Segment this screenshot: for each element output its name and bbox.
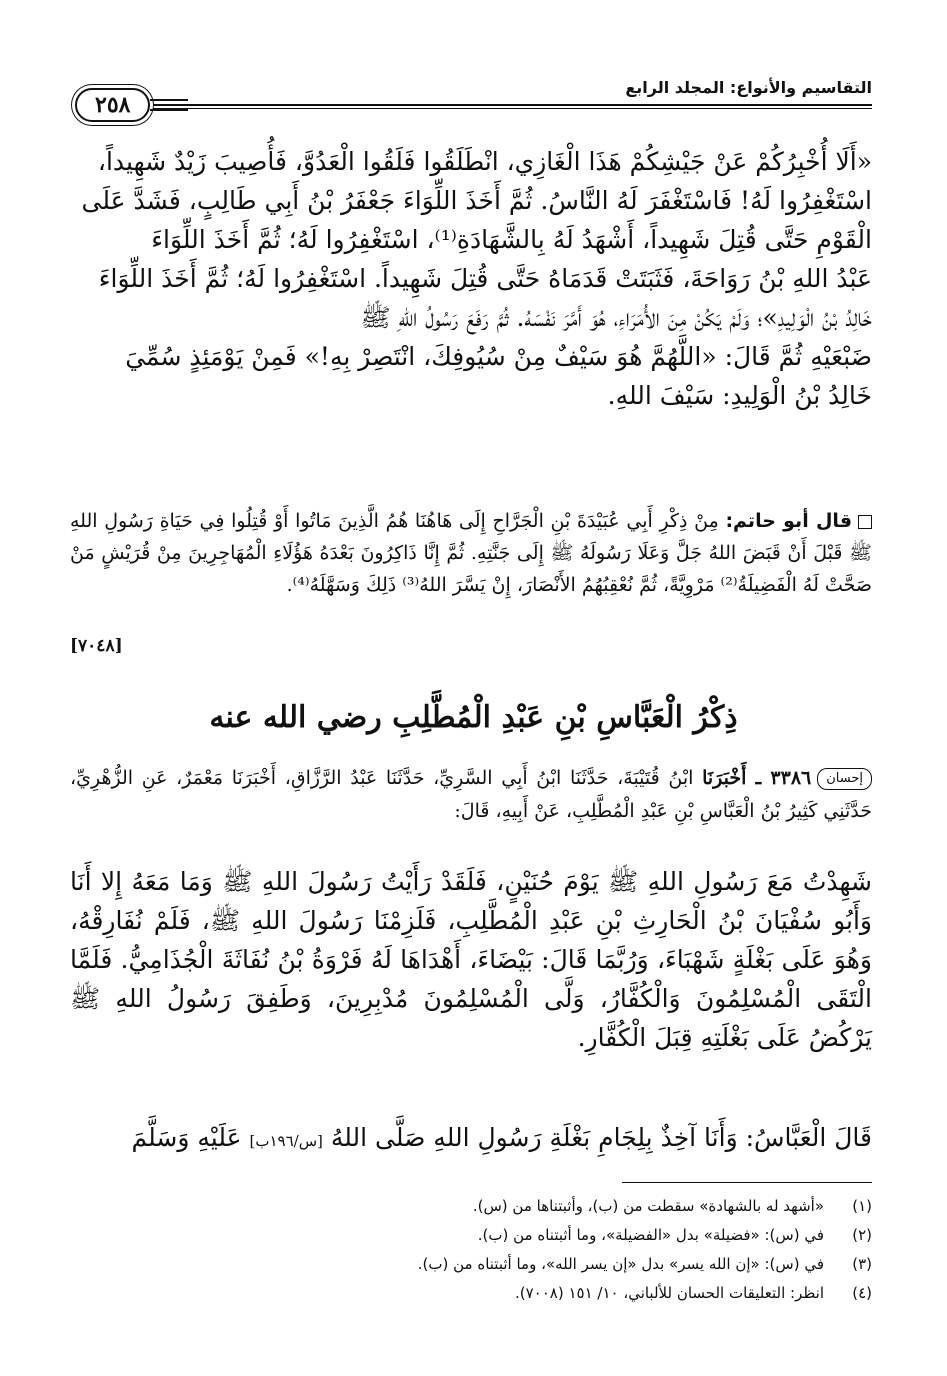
footnote [75, 1221, 872, 1250]
footnote-number: (١) [852, 1197, 872, 1215]
ihsan-badge: إحسان [817, 768, 872, 790]
isnad-paragraph [70, 762, 872, 828]
square-marker-icon [858, 515, 872, 529]
header-rule [75, 104, 872, 106]
footnote-text: في (س): «إن الله يسر» بدل «إن يسر الله»، وما أثبتناه من (ب). [417, 1255, 824, 1273]
commentary-paragraph [70, 505, 872, 601]
hadith-main-text [70, 142, 872, 415]
footnote [75, 1279, 872, 1308]
matn-text-2a: قَالَ الْعَبَّاسُ: وَأَنَا آخِذٌ بِلِجَامِ بَغْلَةِ رَسُولِ اللهِ صَلَّى اللهُ [330, 1123, 872, 1152]
hadith-line: ضَبْعَيْهِ ثُمَّ قَالَ: «اللَّهُمَّ هُوَ سَيْفٌ مِنْ سُيُوفِكَ، انْتَصِرْ بِهِ!» فَمِنْ يَوْمَئِذٍ سُمِّيَ [125, 342, 872, 371]
matn-paragraph-2 [70, 1118, 872, 1161]
footnote-separator [622, 1182, 872, 1183]
hadith-line: خَالِدُ بْنُ الْوَلِيدِ»؛ وَلَمْ يَكُنْ مِنَ الأُمَرَاءِ، هُوَ أَمَّرَ نَفْسَهُ. ثُمَّ رَفَعَ رَسُولُ اللهِ ﷺ [360, 303, 872, 332]
footnote-number: (٢) [852, 1226, 872, 1244]
header-rule-thin [75, 108, 872, 109]
matn-text: شَهِدْتُ مَعَ رَسُولِ اللهِ ﷺ يَوْمَ حُنَيْنٍ، فَلَقَدْ رَأَيْتُ رَسُولَ اللهِ ﷺ وَمَا مَعَهُ إِلا أَنَا وَأَبُو سُفْيَانَ بْنُ الْحَارِثِ بْنِ عَبْدِ الْمُطَّلِبِ، فَلَزِمْنَا رَسُولَ اللهِ ﷺ، فَلَمْ نُفَارِقْهُ، وَهُوَ عَلَى بَغْلَةٍ شَهْبَاءَ، وَرُبَّمَا قَالَ: بَيْضَاءَ، أَهْدَاهَا لَهُ فَرْوَةُ بْنُ نُفَاثَةَ الْجُذَامِيُّ. فَلَمَّا الْتَقَى الْمُسْلِمُونَ وَالْكُفَّارُ، وَلَّى الْمُسْلِمُونَ مُدْبِرِينَ، وَطَفِقَ رَسُولُ اللهِ ﷺ يَرْكُضُ عَلَى بَغْلَتِهِ قِبَلَ الْكُفَّارِ. [70, 867, 872, 1052]
hadith-line: الْقَوْمِ حَتَّى قُتِلَ شَهِيداً، أَشْهَدُ لَهُ بِالشَّهَادَةِ⁽¹⁾، اسْتَغْفِرُوا لَهُ؛ ثُمَّ أَخَذَ اللِّوَاءَ [151, 225, 872, 254]
hadith-number: ٣٣٨٦ ـ أَخْبَرَنَا [702, 767, 812, 789]
running-title: التقاسيم والأنواع: المجلد الرابع [625, 78, 872, 97]
hadith-line: اسْتَغْفِرُوا لَهُ! فَاسْتَغْفَرَ لَهُ النَّاسُ. ثُمَّ أَخَذَ اللِّوَاءَ جَعْفَرُ بْنُ أَبِي طَالِبٍ، فَشَدَّ عَلَى [81, 186, 872, 215]
hadith-line: خَالِدُ بْنُ الْوَلِيدِ: سَيْفَ اللهِ. [607, 381, 872, 410]
footnote-text: في (س): «فضيلة» بدل «الفضيلة»، وما أثبتناه من (ب). [477, 1226, 824, 1244]
footnote [75, 1250, 872, 1279]
footnote-number: (٤) [852, 1284, 872, 1302]
matn-text-2b: عَلَيْهِ وَسَلَّمَ [131, 1123, 242, 1152]
manuscript-ref: [س/١٩٦ب] [249, 1132, 323, 1150]
page-number-ornament [75, 88, 192, 122]
matn-paragraph [70, 862, 872, 1057]
hadith-line: «أَلَا أُخْبِرُكُمْ عَنْ جَيْشِكُمْ هَذَا الْغَازِي، انْطَلَقُوا فَلَقُوا الْعَدُوَّ، فَأُصِيبَ زَيْدٌ شَهِيداً، [97, 147, 872, 176]
page-number: ٢٥٨ [75, 88, 150, 122]
commentary-speaker: قال أبو حاتم: [725, 510, 853, 532]
hadith-reference-number: [٧٠٤٨] [70, 636, 123, 656]
footnote [75, 1192, 872, 1221]
commentary-text: مِنْ ذِكْرِ أَبِي عُبَيْدَةَ بْنِ الْجَرَّاحِ إِلَى هَاهُنَا هُمُ الَّذِينَ مَاتُوا أَوْ قُتِلُوا فِي حَيَاةِ رَسُولِ اللهِ ﷺ قَبْلَ أَنْ قَبَضَ اللهُ جَلَّ وَعَلَا رَسُولَهُ ﷺ إِلَى جَنَّتِهِ. ثُمَّ إِنَّا ذَاكِرُونَ بَعْدَهُ هَؤُلَاءِ الْمُهَاجِرِينَ مِنْ قُرَيْشٍ مَنْ صَحَّتْ لَهُ الْفَضِيلَةُ⁽²⁾ مَرْوِيَّةً، ثُمَّ نُعْقِبُهُمُ الأَنْصَارَ، إِنْ يَسَّرَ اللهُ⁽³⁾ ذَلِكَ وَسَهَّلَهُ⁽⁴⁾. [70, 510, 872, 596]
footnote-number: (٣) [852, 1255, 872, 1273]
page-number-lines [150, 99, 188, 111]
isnad-text: ابْنُ قُتَيْبَةَ، حَدَّثَنَا ابْنُ أَبِي السَّرِيِّ، حَدَّثَنَا عَبْدُ الرَّزَّاقِ، أَخْبَرَنَا مَعْمَرٌ، عَنِ الزُّهْرِيِّ، حَدَّثَنِي كَثِيرُ بْنُ الْعَبَّاسِ بْنِ عَبْدِ الْمُطَّلِبِ، عَنْ أَبِيهِ، قَالَ: [70, 767, 872, 822]
footnote-text: «أشهد له بالشهادة» سقطت من (ب)، وأثبتناها من (س). [472, 1197, 824, 1215]
page-header [75, 70, 872, 126]
footnote-text: انظر: التعليقات الحسان للألباني، ١٠/ ١٥١ (٧٠٠٨). [514, 1284, 824, 1302]
section-title: ذِكْرُ الْعَبَّاسِ بْنِ عَبْدِ الْمُطَّلِبِ رضي الله عنه [209, 700, 738, 735]
footnotes [75, 1192, 872, 1308]
hadith-line: عَبْدُ اللهِ بْنُ رَوَاحَةَ، فَثَبَتَتْ قَدَمَاهُ حَتَّى قُتِلَ شَهِيداً. اسْتَغْفِرُوا لَهُ؛ ثُمَّ أَخَذَ اللِّوَاءَ [98, 264, 872, 293]
